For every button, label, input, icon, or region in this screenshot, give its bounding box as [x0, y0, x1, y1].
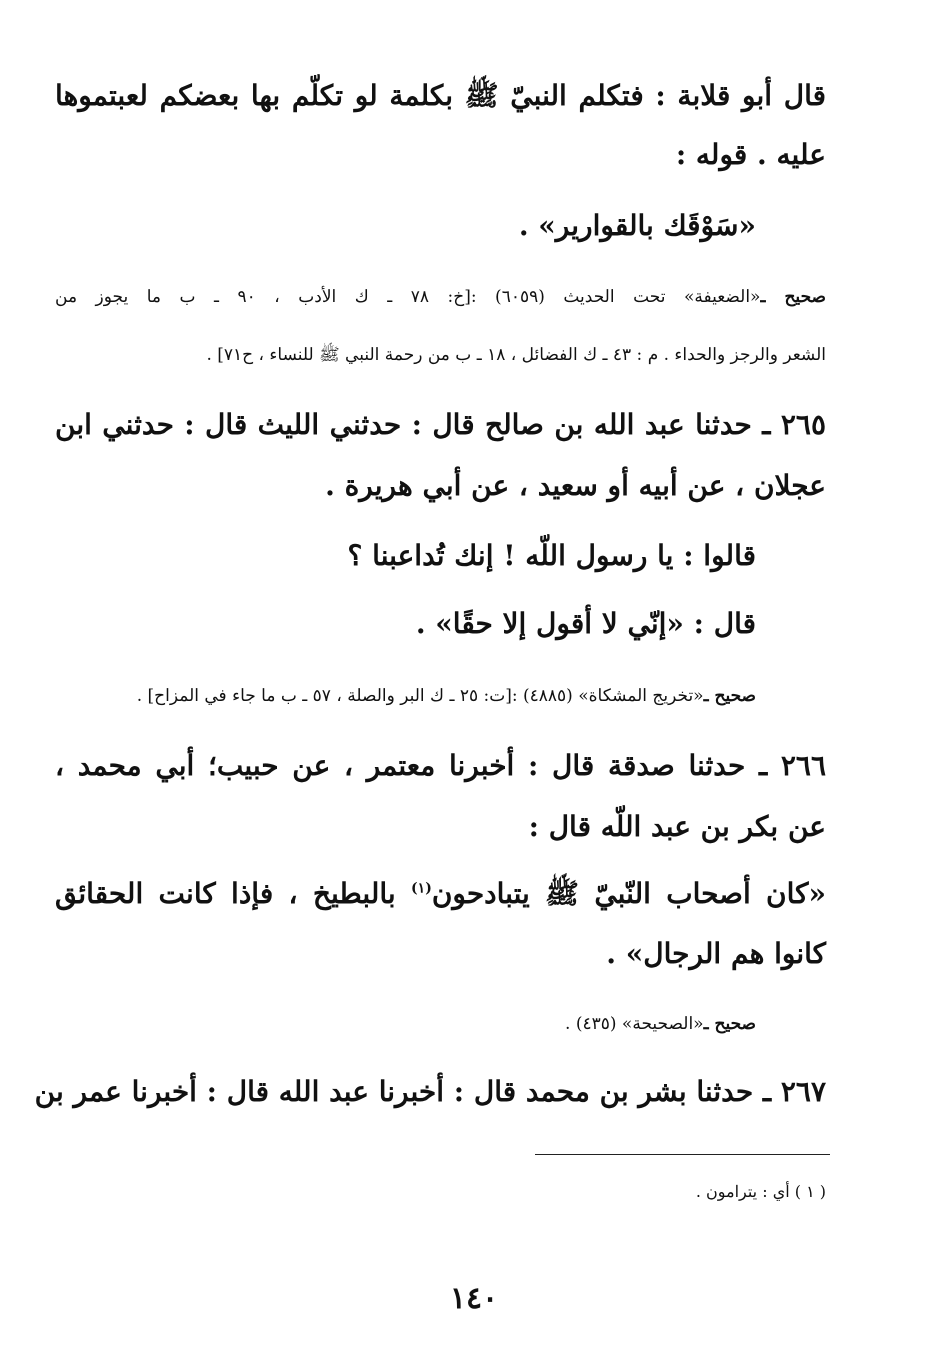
text-line-3: «سَوْقَك بالقوارير» .	[518, 209, 756, 242]
footnote-divider	[535, 1154, 830, 1155]
source-text: «تخريج المشكاة» (٤٨٨٥) :[ت: ٢٥ ـ ك البر والصلة ، ٥٧ ـ ب ما جاء في المزاح] .	[136, 686, 704, 706]
footnote-marker: (١)	[411, 880, 432, 897]
grade-label: صحيح ـ	[703, 686, 756, 706]
hadith-265-line-3: قالوا : يا رسول اللّه ! إنك تُداعبنا ؟	[347, 539, 756, 572]
hadith-266-line-2: عن بكر بن عبد اللّه قال :	[528, 810, 826, 843]
source-line-2: الشعر والرجز والحداء . م : ٤٣ ـ ك الفضائل ، ١٨ ـ ب من رحمة النبي ﷺ للنساء ، ح٧١] .	[206, 345, 826, 365]
hadith-266-line-3	[55, 877, 826, 910]
footnote: ( ١ ) أي : يترامون .	[695, 1182, 826, 1201]
hadith-266-line-1: ٢٦٦ ـ حدثنا صدقة قال : أخبرنا معتمر ، عن حبيب؛ أبي محمد ،	[55, 749, 826, 782]
source-line-3	[137, 688, 756, 705]
source-line-1	[55, 289, 826, 306]
text-line-1: قال أبو قلابة : فتكلم النبيّ ﷺ بكلمة لو تكلّم بها بعضكم لعبتموها	[55, 79, 826, 112]
hadith-text: بالبطيخ ، فإذا كانت الحقائق	[55, 877, 412, 910]
hadith-267-line-1: ٢٦٧ ـ حدثنا بشر بن محمد قال : أخبرنا عبد الله قال : أخبرنا عمر بن	[34, 1075, 826, 1108]
grade-label: صحيح ـ	[703, 1014, 756, 1034]
hadith-265-line-2: عجلان ، عن أبيه أو سعيد ، عن أبي هريرة .	[325, 469, 826, 502]
source-line-4	[565, 1016, 756, 1033]
hadith-text: «كان أصحاب النّبيّ ﷺ يتبادحون	[431, 877, 826, 910]
source-text: «الصحيحة» (٤٣٥) .	[565, 1014, 704, 1034]
grade-label: صحيح ـ	[760, 287, 826, 307]
hadith-265-line-1: ٢٦٥ ـ حدثنا عبد الله بن صالح قال : حدثني الليث قال : حدثني ابن	[55, 408, 826, 441]
hadith-266-line-4: كانوا هم الرجال» .	[606, 937, 826, 970]
hadith-265-line-4: قال : «إنّي لا أقول إلا حقًا» .	[415, 607, 756, 640]
page-number: ١٤٠	[449, 1281, 499, 1316]
source-text: «الضعيفة» تحت الحديث (٦٠٥٩) :[خ: ٧٨ ـ ك الأدب ، ٩٠ ـ ب ما يجوز من	[55, 287, 761, 307]
text-line-2: عليه . قوله :	[675, 138, 826, 171]
